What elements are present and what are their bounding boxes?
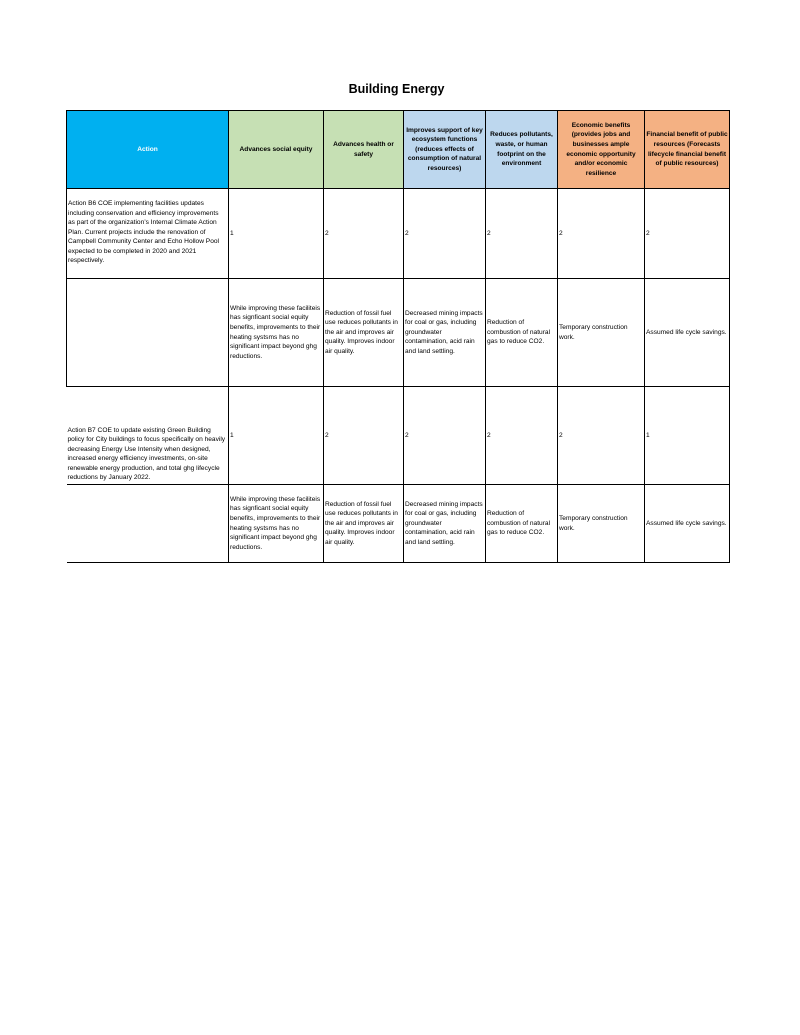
note-social-equity: While improving these faciliteis has signficant social equity benefits, improvements to their heating systsms has no significant impact beyond ghg reductions. — [229, 279, 324, 387]
score-ecosystem: 2 — [404, 189, 486, 279]
table-row — [67, 485, 730, 563]
note-financial: Assumed life cycle savings. — [645, 485, 730, 563]
score-health-safety: 2 — [324, 189, 404, 279]
note-pollutants: Reduction of combustion of natural gas to reduce CO2. — [486, 485, 558, 563]
header-row — [67, 111, 730, 189]
note-financial: Assumed life cycle savings. — [645, 279, 730, 387]
score-economic: 2 — [558, 189, 645, 279]
note-social-equity: While improving these faciliteis has signficant social equity benefits, improvements to their heating systsms has no significant impact beyond ghg reductions. — [229, 485, 324, 563]
page-title: Building Energy — [348, 82, 445, 96]
table-row — [67, 279, 730, 387]
score-social-equity: 1 — [229, 189, 324, 279]
note-pollutants: Reduction of combustion of natural gas to reduce CO2. — [486, 279, 558, 387]
score-pollutants: 2 — [486, 189, 558, 279]
note-health-safety: Reduction of fossil fuel use reduces pollutants in the air and improves air quality. Improves indoor air quality. — [324, 485, 404, 563]
building-energy-table — [66, 110, 730, 563]
header-ecosystem: Improves support of key ecosystem functions (reduces effects of consumption of natural resources) — [404, 111, 486, 189]
header-pollutants: Reduces pollutants, waste, or human footprint on the environment — [486, 111, 558, 189]
score-financial: 1 — [645, 387, 730, 485]
score-ecosystem: 2 — [404, 387, 486, 485]
score-economic: 2 — [558, 387, 645, 485]
header-economic: Economic benefits (provides jobs and businesses ample economic opportunity and/or economic resilience — [558, 111, 645, 189]
table-row — [67, 189, 730, 279]
score-financial: 2 — [645, 189, 730, 279]
action-b6-text: Action B6 COE implementing facilities updates including conservation and efficiency improvements as part of the organization’s Internal Climate Action Plan. Current projects include the renovation of Campbell Community Center and Echo Hollow Pool expected to be completed in 2020 and 2021 respectively. — [67, 189, 229, 279]
score-social-equity: 1 — [229, 387, 324, 485]
header-social-equity: Advances social equity — [229, 111, 324, 189]
note-ecosystem: Decreased mining impacts for coal or gas, including groundwater contamination, acid rain and land settling. — [404, 279, 486, 387]
table-row — [67, 387, 730, 485]
note-economic: Temporary construction work. — [558, 485, 645, 563]
header-financial: Financial benefit of public resources (Forecasts lifecycle financial benefit of public resources) — [645, 111, 730, 189]
note-ecosystem: Decreased mining impacts for coal or gas, including groundwater contamination, acid rain and land settling. — [404, 485, 486, 563]
score-health-safety: 2 — [324, 387, 404, 485]
empty-action-cell — [67, 279, 229, 387]
note-health-safety: Reduction of fossil fuel use reduces pollutants in the air and improves air quality. Improves indoor air quality. — [324, 279, 404, 387]
note-economic: Temporary construction work. — [558, 279, 645, 387]
action-b7-text: Action B7 COE to update existing Green Building policy for City buildings to focus specifically on heavily decreasing Energy Use Intensity when designed, increased energy efficiency investments, on-site renewable energy production, and total ghg lifecycle reductions by January 2022. — [67, 387, 229, 485]
empty-action-cell — [67, 485, 229, 563]
header-action: Action — [67, 111, 229, 189]
header-health-safety: Advances health or safety — [324, 111, 404, 189]
score-pollutants: 2 — [486, 387, 558, 485]
